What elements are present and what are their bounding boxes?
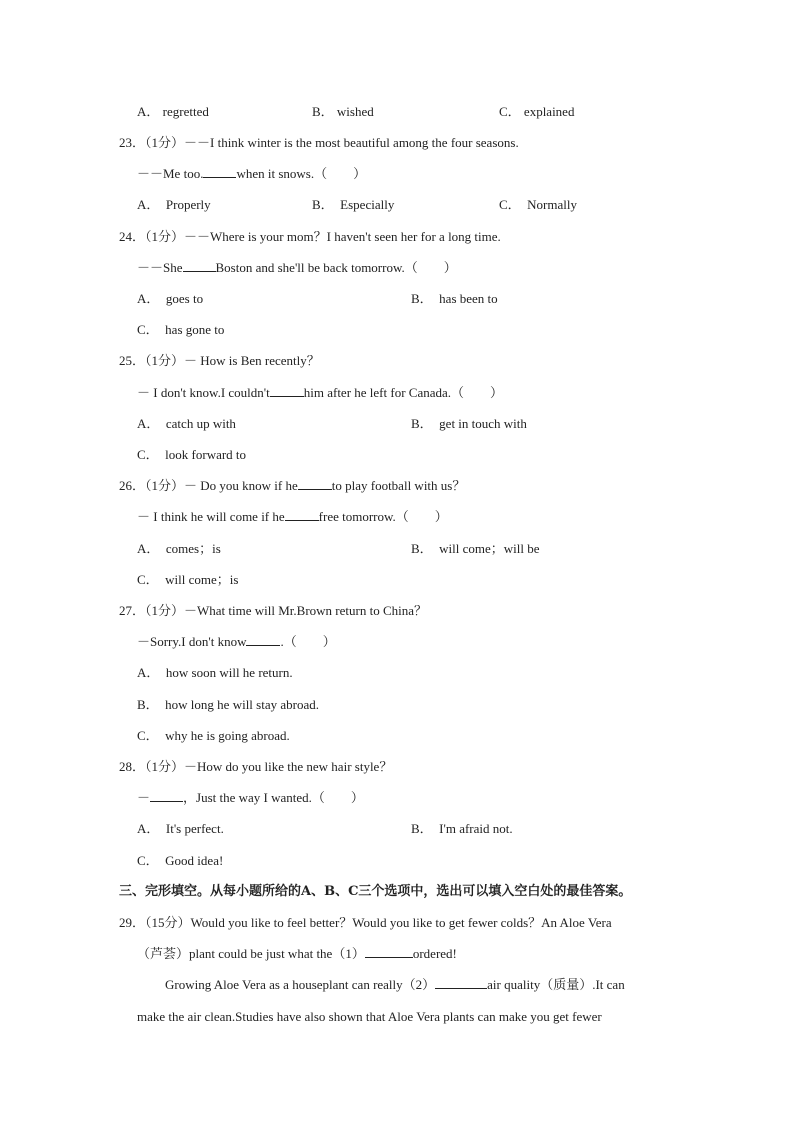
q26-line2: － I think he will come if he free tomorrow.（ ） bbox=[137, 509, 448, 524]
q28-option-c: C． Good idea! bbox=[137, 853, 224, 868]
q29-line3: Growing Aloe Vera as a houseplant can really（2） air quality（质量）.It can bbox=[165, 977, 625, 992]
blank bbox=[298, 477, 332, 490]
q25-option-c: C． look forward to bbox=[137, 447, 247, 462]
q23-stem: 23．（1分）－－I think winter is the most beautiful among the four seasons. bbox=[119, 135, 519, 150]
section-heading: 三、完形填空。从每小题所给的A、B、C三个选项中，选出可以填入空白处的最佳答案。 bbox=[119, 884, 632, 899]
q28-stem: 28．（1分）－How do you like the new hair style？ bbox=[119, 759, 393, 774]
q22-option-a: A． regretted bbox=[137, 104, 209, 119]
q24-option-a: A． goes to bbox=[137, 291, 204, 306]
q28-option-b: B． I'm afraid not. bbox=[411, 821, 513, 836]
q25-stem: 25．（1分）－ How is Ben recently？ bbox=[119, 353, 320, 368]
q29-line4: make the air clean.Studies have also shown that Aloe Vera plants can make you get fewer bbox=[137, 1009, 602, 1024]
blank bbox=[203, 165, 236, 178]
q27-stem: 27．（1分）－What time will Mr.Brown return to China？ bbox=[119, 603, 427, 618]
q24-option-b: B． has been to bbox=[411, 291, 498, 306]
q26-option-a: A． comes；is bbox=[137, 541, 221, 556]
blank bbox=[183, 259, 216, 272]
q26-stem: 26．（1分）－ Do you know if he to play football with us？ bbox=[119, 478, 466, 493]
blank bbox=[365, 945, 413, 958]
q26-option-c: C． will come；is bbox=[137, 572, 239, 587]
q23-line2: －－Me too. when it snows.（ ） bbox=[137, 166, 367, 181]
q23-option-a: A． Properly bbox=[137, 197, 211, 212]
blank bbox=[246, 633, 280, 646]
q25-option-b: B． get in touch with bbox=[411, 416, 527, 431]
q25-option-a: A． catch up with bbox=[137, 416, 236, 431]
q23-option-b: B． Especially bbox=[312, 197, 395, 212]
blank bbox=[150, 789, 183, 802]
q27-option-c: C． why he is going abroad. bbox=[137, 728, 290, 743]
blank bbox=[270, 384, 304, 397]
blank bbox=[285, 508, 319, 521]
q24-option-c: C． has gone to bbox=[137, 322, 225, 337]
q29-line1: 29．（15分）Would you like to feel better？Would you like to get fewer colds？An Aloe Vera bbox=[119, 915, 612, 930]
q22-option-c: C． explained bbox=[499, 104, 575, 119]
q27-option-b: B． how long he will stay abroad. bbox=[137, 697, 319, 712]
q28-line2: － ，Just the way I wanted.（ ） bbox=[137, 790, 364, 805]
q22-option-b: B． wished bbox=[312, 104, 374, 119]
q24-stem: 24．（1分）－－Where is your mom？I haven't seen her for a long time. bbox=[119, 229, 501, 244]
q27-option-a: A． how soon will he return. bbox=[137, 665, 293, 680]
q26-option-b: B． will come；will be bbox=[411, 541, 540, 556]
q29-line2: （芦荟）plant could be just what the（1） ordered! bbox=[137, 946, 457, 961]
q28-option-a: A． It's perfect. bbox=[137, 821, 224, 836]
q24-line2: －－She Boston and she'll be back tomorrow.（ ） bbox=[137, 260, 457, 275]
blank bbox=[435, 976, 487, 989]
q23-option-c: C． Normally bbox=[499, 197, 577, 212]
q25-line2: － I don't know.I couldn't him after he left for Canada.（ ） bbox=[137, 385, 504, 400]
q27-line2: －Sorry.I don't know .（ ） bbox=[137, 634, 336, 649]
